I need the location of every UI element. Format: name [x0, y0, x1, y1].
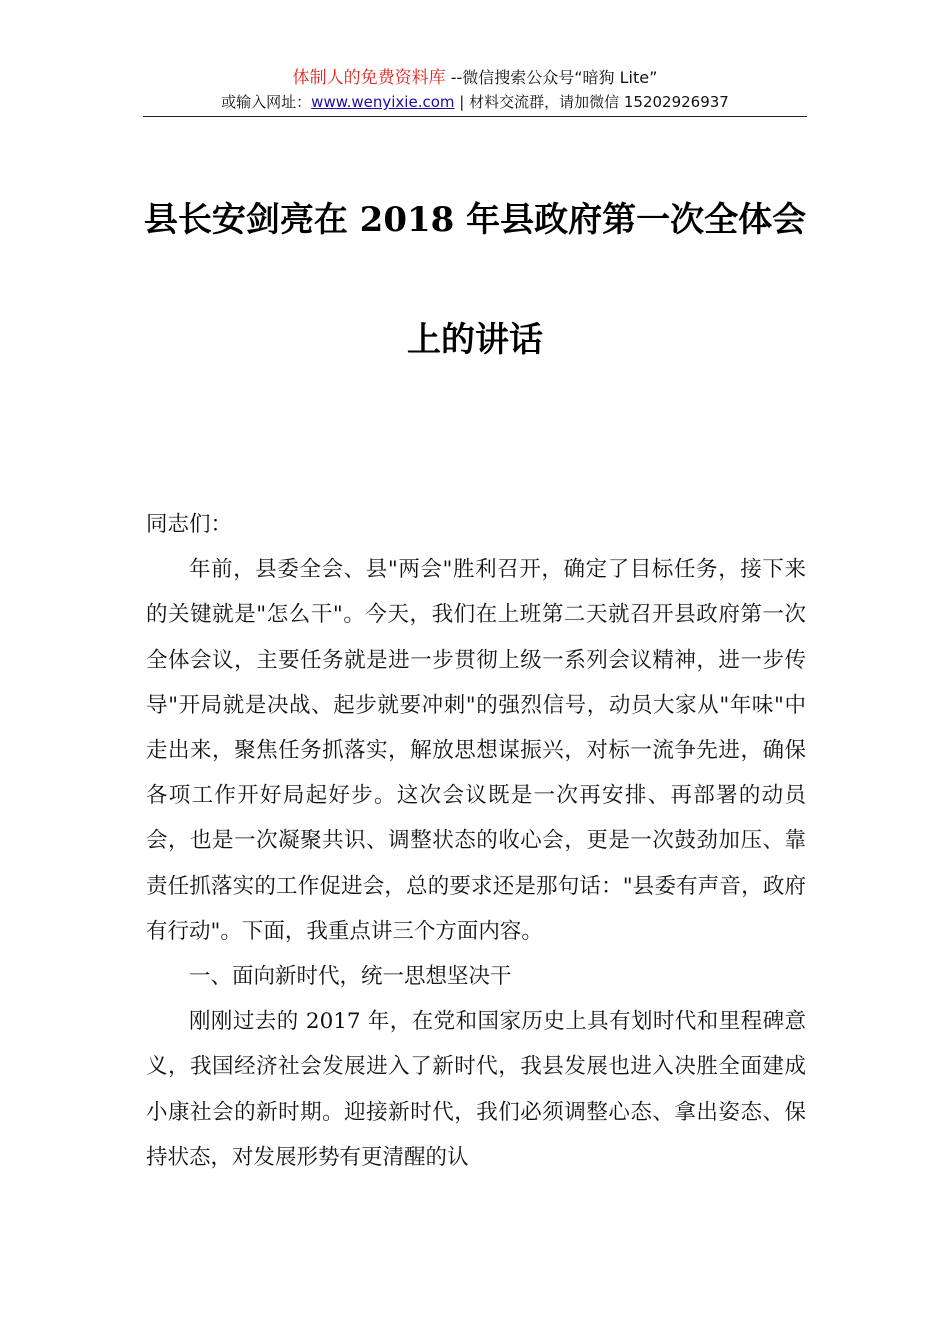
paragraph-intro: 年前，县委全会、县"两会"胜利召开，确定了目标任务，接下来的关键就是"怎么干"。今天，我们在上班第二天就召开县政府第一次全体会议，主要任务就是进一步贯彻上级一系列会议精神，进一步传导"开局就是决战、起步就要冲刺"的强烈信号，动员大家从"年味"中走出来，聚焦任务抓落实，解放思想谋振兴，对标一流争先进，确保各项工作开好局起好步。这次会议既是一次再安排、再部署的动员会，也是一次凝聚共识、调整状态的收心会，更是一次鼓劲加压、靠责任抓落实的工作促进会，总的要求还是那句话："县委有声音，政府有行动"。下面，我重点讲三个方面内容。	[146, 557, 806, 944]
wechat-hint: --微信搜索公众号“暗狗 Lite”	[445, 68, 658, 87]
header-promo-line	[0, 66, 950, 90]
paragraph-section-1: 刚刚过去的 2017 年，在党和国家历史上具有划时代和里程碑意义，我国经济社会发展进入了新时代，我县发展也进入决胜全面建成小康社会的新时期。迎接新时代，我们必须调整心态、拿出姿态、保持状态，对发展形势有更清醒的认	[146, 1009, 806, 1170]
section-heading-1: 一、面向新时代，统一思想坚决干	[189, 964, 512, 990]
contact-info: | 材料交流群，请加微信 15202926937	[454, 93, 729, 111]
brand-name: 体制人的免费资料库	[292, 68, 446, 88]
document-title-line-1: 县长安剑亮在 2018 年县政府第一次全体会	[143, 200, 807, 240]
header-contact-line	[0, 90, 950, 114]
page-header	[0, 66, 950, 114]
document-title-line-2: 上的讲话	[407, 320, 543, 360]
header-divider	[143, 116, 807, 117]
greeting: 同志们：	[146, 512, 233, 537]
website-link[interactable]: www.wenyixie.com	[311, 93, 455, 111]
document-body	[146, 502, 806, 1180]
url-prefix: 或输入网址：	[221, 93, 312, 111]
